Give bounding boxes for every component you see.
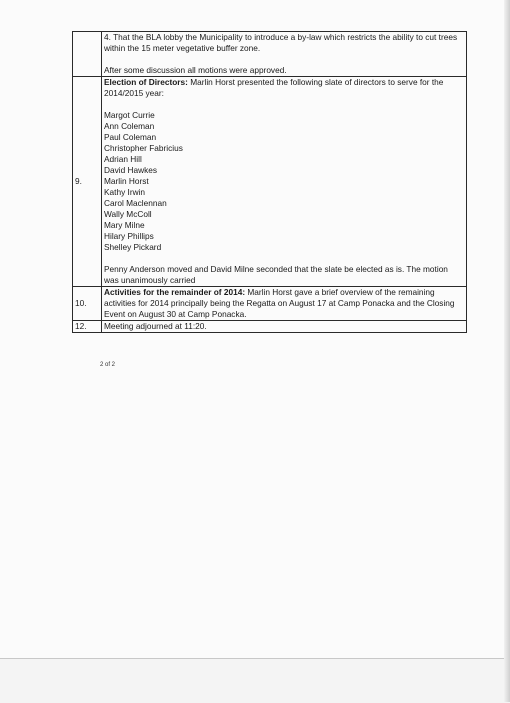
table-row xyxy=(73,32,467,77)
director-name: Mary Milne xyxy=(104,220,145,230)
item-content-cell xyxy=(102,77,467,287)
approval-text: After some discussion all motions were approved. xyxy=(104,65,287,75)
motion-text: 4. That the BLA lobby the Municipality to introduce a by-law which restricts the ability to cut trees within the 15 meter vegetative buffer zone. xyxy=(104,32,458,53)
item-number: 10. xyxy=(73,287,102,321)
minutes-table xyxy=(72,31,467,333)
director-name: Christopher Fabricius xyxy=(104,143,183,153)
item-number: 9. xyxy=(73,77,102,287)
page-edge-shadow xyxy=(504,0,510,702)
director-name: Adrian Hill xyxy=(104,154,142,164)
director-name: Shelley Pickard xyxy=(104,242,162,252)
director-name: Hilary Phillips xyxy=(104,231,154,241)
item-number-cell xyxy=(73,32,102,77)
section-heading: Activities for the remainder of 2014: xyxy=(104,287,246,297)
motion-carried-text: Penny Anderson moved and David Milne seconded that the slate be elected as is. The motion was unanimously carried xyxy=(104,264,448,285)
election-paragraph xyxy=(104,77,464,99)
section-heading: Election of Directors: xyxy=(104,77,188,87)
table-row xyxy=(73,77,467,287)
director-name: Carol Maclennan xyxy=(104,198,167,208)
item-content-cell xyxy=(102,32,467,77)
item-content-cell xyxy=(102,287,467,321)
table-row xyxy=(73,321,467,333)
director-name: Kathy Irwin xyxy=(104,187,146,197)
page-number: 2 of 2 xyxy=(100,362,116,368)
adjournment-text: Meeting adjourned at 11:20. xyxy=(102,321,467,333)
election-intro: Marlin Horst presented the following slate of directors to serve for the 2014/2015 year: xyxy=(104,77,444,98)
activities-text: Marlin Horst gave a brief overview of the remaining activities for 2014 principally being the Regatta on August 17 at Camp Ponacka and the Closing Event on August 30 at Camp Ponacka. xyxy=(104,287,455,319)
directors-list xyxy=(104,110,464,253)
director-name: Wally McColl xyxy=(104,209,152,219)
table-row xyxy=(73,287,467,321)
scanner-bed xyxy=(0,658,510,703)
director-name: David Hawkes xyxy=(104,165,158,175)
item-number: 12. xyxy=(73,321,102,333)
director-name: Paul Coleman xyxy=(104,132,157,142)
director-name: Marlin Horst xyxy=(104,176,149,186)
director-name: Ann Coleman xyxy=(104,121,155,131)
director-name: Margot Currie xyxy=(104,110,155,120)
